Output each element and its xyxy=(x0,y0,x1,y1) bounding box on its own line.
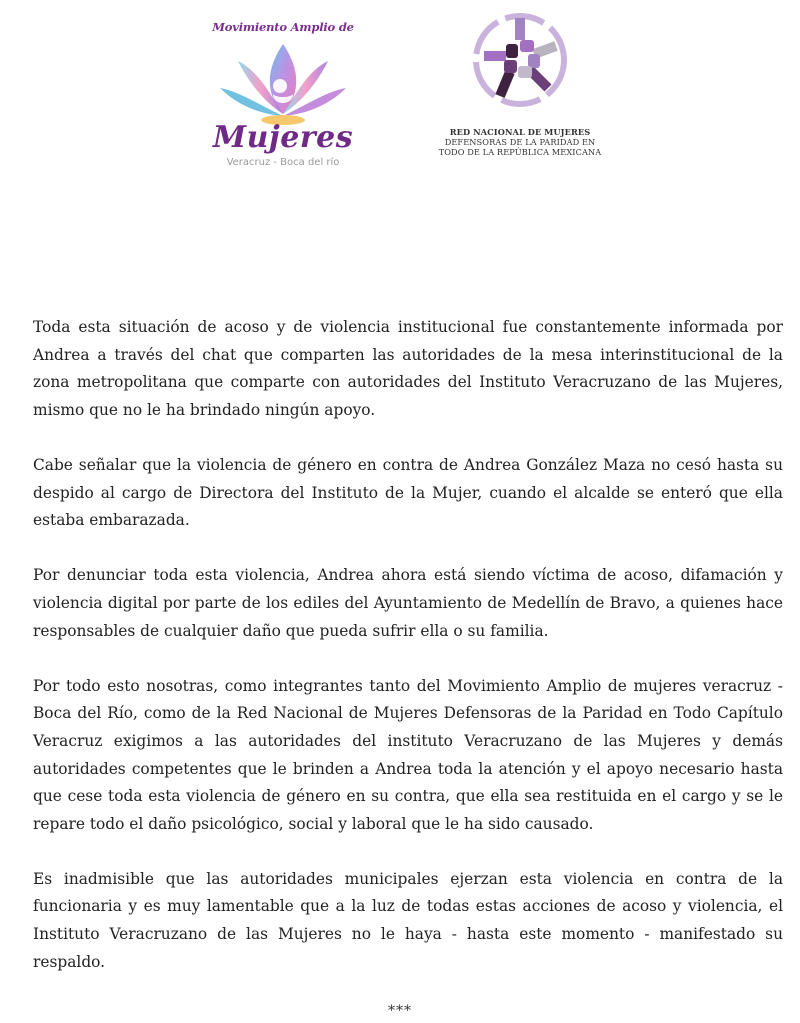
document-body xyxy=(33,314,783,976)
logo-subtitle: Veracruz - Boca del río xyxy=(226,157,340,168)
red-nacional-logo xyxy=(415,8,625,158)
logo-line-2: DEFENSORAS DE LA PARIDAD EN xyxy=(444,137,596,147)
logo-line-3: TODO DE LA REPÚBLICA MEXICANA xyxy=(438,147,602,157)
logo-line-1: RED NACIONAL DE MUJERES xyxy=(449,127,591,137)
logo-title: Movimiento Amplio de xyxy=(212,20,354,34)
separator: *** xyxy=(388,1003,412,1019)
paragraph: Por todo esto nosotras, como integrantes tanto del Movimiento Amplio de mujeres veracruz - Boca del Río, como de la Red Nacional de Mujeres Defensoras de la Paridad en Todo Capítulo Veracruz exigimos a las autoridades del instituto Veracruzano de las Mujeres y demás autoridades competentes que le brinden a Andrea toda la atención y el apoyo necesario hasta que cese toda esta violencia de género en su contra, que ella sea restituida en el cargo y se le repare todo el daño psicológico, social y laboral que le ha sido causado. xyxy=(33,676,783,833)
joined-hands-icon xyxy=(470,10,570,110)
movimiento-amplio-logo xyxy=(208,14,358,174)
paragraph: Toda esta situación de acoso y de violencia institucional fue constantemente informada por Andrea a través del chat que comparten las autoridades de la mesa interinstitucional de la zona metropolitana que comparte con autoridades del Instituto Veracruzano de las Mujeres, mismo que no le ha brindado ningún apoyo. xyxy=(33,318,783,419)
paragraph: Es inadmisible que las autoridades municipales ejerzan esta violencia en contra de la funcionaria y es muy lamentable que a la luz de todas estas acciones de acoso y violencia, el Instituto Veracruzano de las Mujeres no le haya - hasta este momento - manifestado su respaldo. xyxy=(33,869,783,971)
paragraph: Cabe señalar que la violencia de género en contra de Andrea González Maza no cesó hasta su despido al cargo de Directora del Instituto de la Mujer, cuando el alcalde se enteró que ella estaba embarazada. xyxy=(33,455,783,530)
paragraph: Por denunciar toda esta violencia, Andrea ahora está siendo víctima de acoso, difamación y violencia digital por parte de los ediles del Ayuntamiento de Medellín de Bravo, a quienes hace responsables de cualquier daño que pueda sufrir ella o su familia. xyxy=(33,566,783,640)
letterhead xyxy=(0,0,800,180)
logo-name: Mujeres xyxy=(212,120,354,155)
lotus-icon xyxy=(218,36,348,126)
